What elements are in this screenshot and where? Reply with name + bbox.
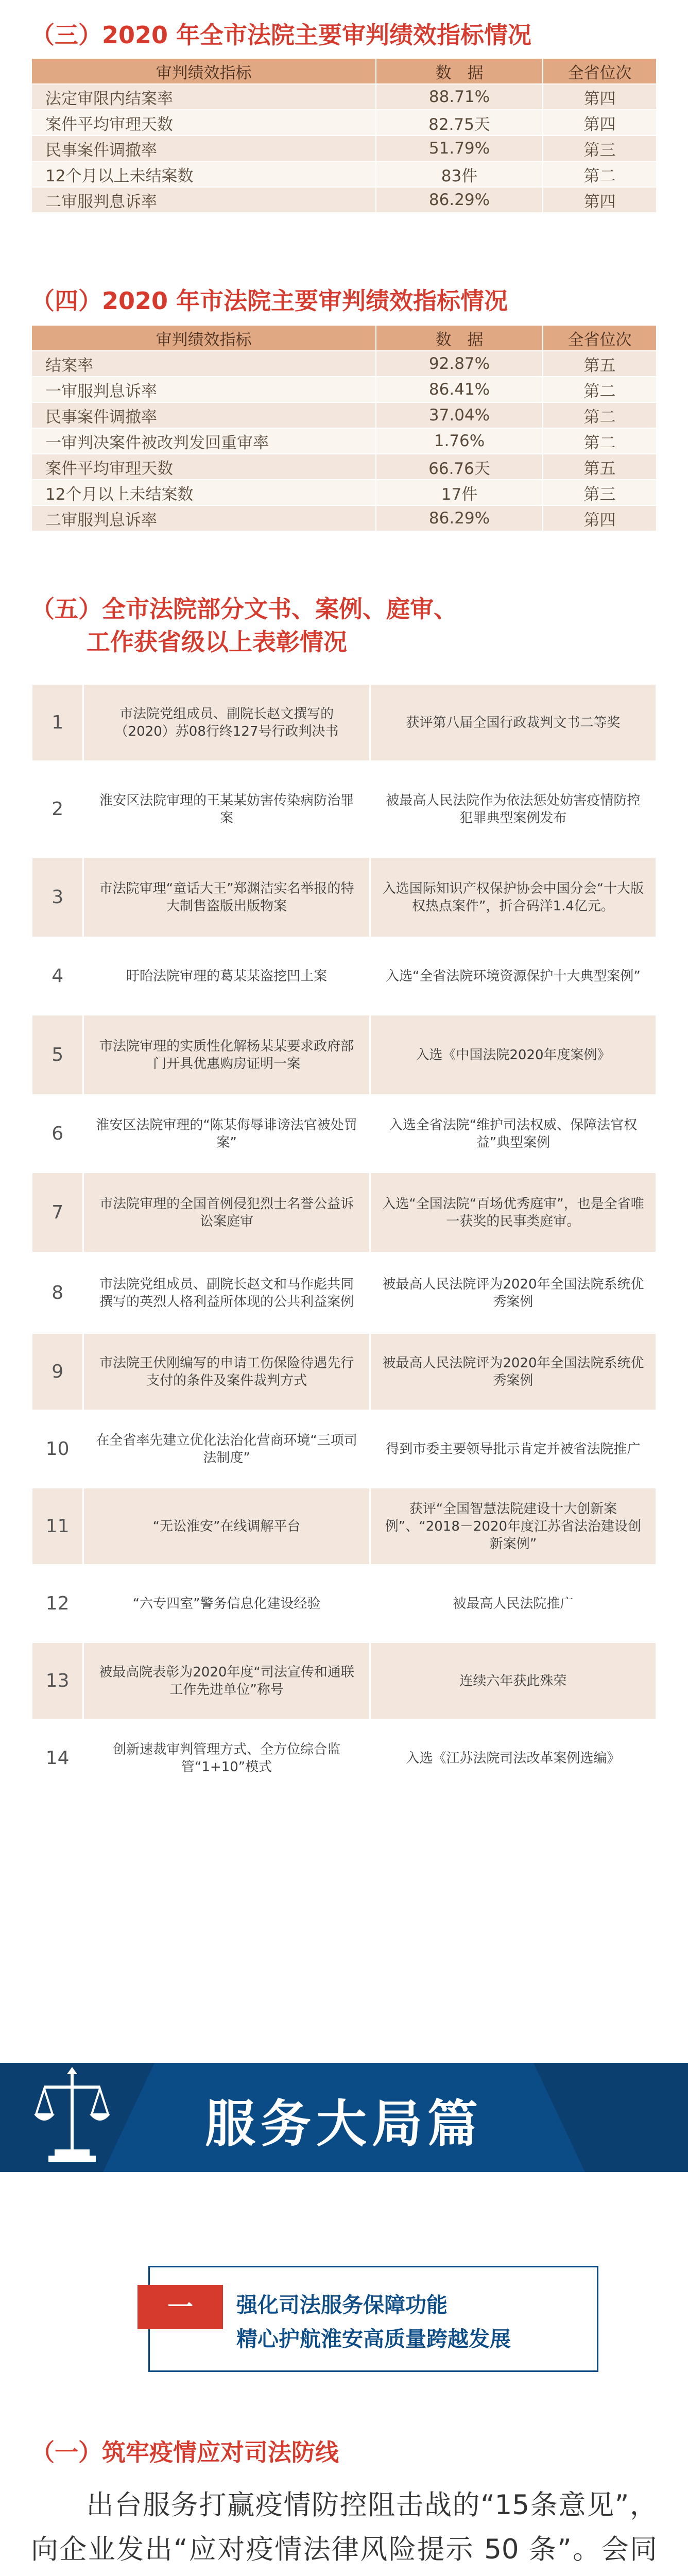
- award-result: 入选“全国法院“百场优秀庭审”，也是全省唯一获奖的民事类庭审。: [370, 1173, 656, 1253]
- table-row: [31, 377, 657, 402]
- award-item: 盱眙法院审理的葛某某盗挖凹土案: [83, 938, 370, 1015]
- theme-box: [148, 2266, 598, 2372]
- body-paragraph: [31, 2483, 657, 2576]
- table-row: [31, 110, 657, 135]
- metric-cell: 二审服判息诉率: [31, 505, 376, 531]
- award-result: 得到市委主要领导批示肯定并被省法院推广: [370, 1411, 656, 1488]
- award-item: 在全省率先建立优化法治化营商环境“三项司法制度”: [83, 1411, 370, 1488]
- metric-cell: 结案率: [31, 351, 376, 377]
- table-row: [31, 428, 657, 454]
- theme-line-2: 精心护航淮安高质量跨越发展: [236, 2327, 511, 2351]
- award-row: [32, 1565, 657, 1642]
- metric-cell: 案件平均审理天数: [31, 454, 376, 480]
- award-item: 市法院党组成员、副院长赵文和马作彪共同撰写的英烈人格利益所体现的公共利益案例: [83, 1253, 370, 1333]
- value-cell: 82.75天: [376, 110, 543, 135]
- award-row: [32, 1720, 657, 1797]
- value-cell: 83件: [376, 161, 543, 187]
- rank-cell: 第二: [543, 402, 657, 428]
- rank-cell: 第三: [543, 480, 657, 505]
- award-result: 入选全省法院“维护司法权威、保障法官权益”典型案例: [370, 1095, 656, 1173]
- table-row: [31, 187, 657, 213]
- awards-table: [31, 683, 657, 1798]
- award-number: 6: [32, 1095, 83, 1173]
- rank-cell: 第四: [543, 505, 657, 531]
- theme-line-1: 强化司法服务保障功能: [236, 2293, 448, 2317]
- value-cell: 88.71%: [376, 84, 543, 110]
- award-row: [32, 1015, 657, 1095]
- award-item: 市法院王伏刚编写的申请工伤保险待遇先行支付的条件及案件裁判方式: [83, 1333, 370, 1411]
- award-item: 淮安区法院审理的王某某妨害传染病防治罪案: [83, 761, 370, 857]
- column-header: 数 据: [376, 325, 543, 351]
- metric-cell: 12个月以上未结案数: [31, 161, 376, 187]
- metric-cell: 二审服判息诉率: [31, 187, 376, 213]
- award-number: 8: [32, 1253, 83, 1333]
- award-number: 1: [32, 684, 83, 761]
- theme-label: 一: [137, 2285, 223, 2329]
- table-row: [31, 505, 657, 531]
- award-item: “无讼淮安”在线调解平台: [83, 1488, 370, 1565]
- award-result: 获评第八届全国行政裁判文书二等奖: [370, 684, 656, 761]
- table-row: [31, 161, 657, 187]
- metric-cell: 一审服判息诉率: [31, 377, 376, 402]
- award-result: 获评“全国智慧法院建设十大创新案例”、“2018－2020年度江苏省法治建设创新案例”: [370, 1488, 656, 1565]
- award-number: 3: [32, 857, 83, 938]
- paragraph-text: 出台服务打赢疫情防控阻击战的“15条意见”，向企业发出“应对疫情法律风险提示 50 条”。会同: [31, 2489, 657, 2565]
- award-number: 9: [32, 1333, 83, 1411]
- value-cell: 86.29%: [376, 187, 543, 213]
- award-row: [32, 1411, 657, 1488]
- award-result: 被最高人民法院推广: [370, 1565, 656, 1642]
- award-result: 连续六年获此殊荣: [370, 1642, 656, 1720]
- section-4-title: （四）2020 年市法院主要审判绩效指标情况: [31, 287, 508, 315]
- award-number: 5: [32, 1015, 83, 1095]
- award-item: 市法院审理的全国首例侵犯烈士名誉公益诉讼案庭审: [83, 1173, 370, 1253]
- table-row: [31, 351, 657, 377]
- award-result: 被最高人民法院作为依法惩处妨害疫情防控犯罪典型案例发布: [370, 761, 656, 857]
- award-number: 11: [32, 1488, 83, 1565]
- award-item: 市法院审理“童话大王”郑渊洁实名举报的特大制售盗版出版物案: [83, 857, 370, 938]
- table-row: [31, 402, 657, 428]
- rank-cell: 第五: [543, 351, 657, 377]
- banner-title: 服务大局篇: [204, 2095, 483, 2154]
- rank-cell: 第二: [543, 428, 657, 454]
- metric-cell: 案件平均审理天数: [31, 110, 376, 135]
- rank-cell: 第四: [543, 110, 657, 135]
- rank-cell: 第四: [543, 84, 657, 110]
- table-row: [31, 480, 657, 505]
- column-header: 全省位次: [543, 325, 657, 351]
- award-number: 10: [32, 1411, 83, 1488]
- award-number: 12: [32, 1565, 83, 1642]
- award-item: 被最高院表彰为2020年度“司法宣传和通联工作先进单位”称号: [83, 1642, 370, 1720]
- award-item: 淮安区法院审理的“陈某侮辱诽谤法官被处罚案”: [83, 1095, 370, 1173]
- metric-cell: 12个月以上未结案数: [31, 480, 376, 505]
- value-cell: 51.79%: [376, 135, 543, 161]
- award-item: 市法院审理的实质性化解杨某某要求政府部门开具优惠购房证明一案: [83, 1015, 370, 1095]
- rank-cell: 第二: [543, 377, 657, 402]
- award-number: 7: [32, 1173, 83, 1253]
- award-result: 入选国际知识产权保护协会中国分会“十大版权热点案件”，折合码洋1.4亿元。: [370, 857, 656, 938]
- award-row: [32, 761, 657, 857]
- column-header: 全省位次: [543, 58, 657, 84]
- table-row: [31, 454, 657, 480]
- award-number: 13: [32, 1642, 83, 1720]
- section-5-title-line1: （五）全市法院部分文书、案例、庭审、: [31, 595, 457, 623]
- column-header: 审判绩效指标: [31, 325, 376, 351]
- award-row: [32, 857, 657, 938]
- metric-cell: 一审判决案件被改判发回重审率: [31, 428, 376, 454]
- award-result: 入选《江苏法院司法改革案例选编》: [370, 1720, 656, 1797]
- award-result: 被最高人民法院评为2020年全国法院系统优秀案例: [370, 1253, 656, 1333]
- metric-cell: 民事案件调撤率: [31, 135, 376, 161]
- award-row: [32, 1642, 657, 1720]
- value-cell: 37.04%: [376, 402, 543, 428]
- table-row: [31, 84, 657, 110]
- column-header: 审判绩效指标: [31, 58, 376, 84]
- rank-cell: 第五: [543, 454, 657, 480]
- award-row: [32, 1253, 657, 1333]
- value-cell: 86.29%: [376, 505, 543, 531]
- table-header-row: [31, 58, 657, 84]
- section-5-title-line2: 工作获省级以上表彰情况: [87, 628, 347, 656]
- performance-table-city: [31, 58, 657, 213]
- value-cell: 1.76%: [376, 428, 543, 454]
- value-cell: 92.87%: [376, 351, 543, 377]
- metric-cell: 民事案件调撤率: [31, 402, 376, 428]
- award-row: [32, 1095, 657, 1173]
- metric-cell: 法定审限内结案率: [31, 84, 376, 110]
- table-row: [31, 135, 657, 161]
- award-row: [32, 1488, 657, 1565]
- award-row: [32, 1173, 657, 1253]
- award-item: “六专四室”警务信息化建设经验: [83, 1565, 370, 1642]
- section-banner: [0, 2063, 688, 2172]
- rank-cell: 第四: [543, 187, 657, 213]
- table-header-row: [31, 325, 657, 351]
- award-item: 市法院党组成员、副院长赵文撰写的（2020）苏08行终127号行政判决书: [83, 684, 370, 761]
- column-header: 数 据: [376, 58, 543, 84]
- value-cell: 17件: [376, 480, 543, 505]
- award-row: [32, 684, 657, 761]
- subsection-title: （一）筑牢疫情应对司法防线: [31, 2438, 339, 2466]
- value-cell: 66.76天: [376, 454, 543, 480]
- section-3-title: （三）2020 年全市法院主要审判绩效指标情况: [31, 21, 532, 49]
- rank-cell: 第三: [543, 135, 657, 161]
- value-cell: 86.41%: [376, 377, 543, 402]
- award-number: 4: [32, 938, 83, 1015]
- performance-table-court: [31, 325, 657, 532]
- award-row: [32, 1333, 657, 1411]
- award-result: 被最高人民法院评为2020年全国法院系统优秀案例: [370, 1333, 656, 1411]
- award-number: 2: [32, 761, 83, 857]
- award-result: 入选“全省法院环境资源保护十大典型案例”: [370, 938, 656, 1015]
- award-item: 创新速裁审判管理方式、全方位综合监管“1+10”模式: [83, 1720, 370, 1797]
- award-number: 14: [32, 1720, 83, 1797]
- award-result: 入选《中国法院2020年度案例》: [370, 1015, 656, 1095]
- rank-cell: 第二: [543, 161, 657, 187]
- award-row: [32, 938, 657, 1015]
